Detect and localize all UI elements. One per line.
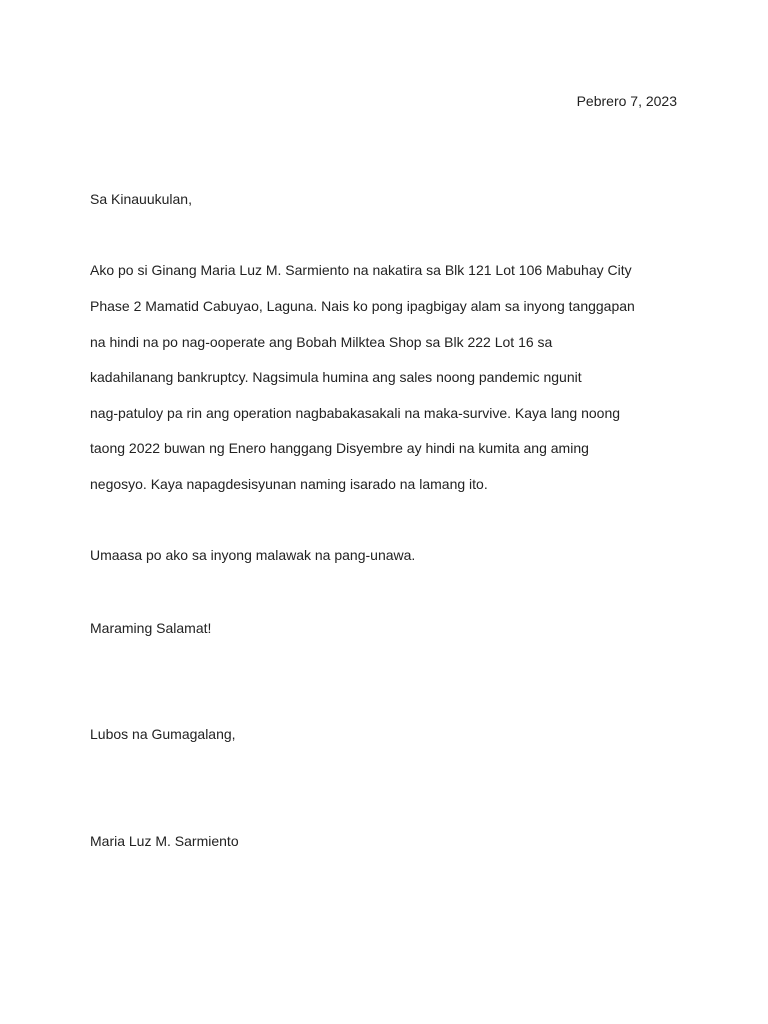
body-line-5: nag-patuloy pa rin ang operation nagbabakasakali na maka-survive. Kaya lang noong: [90, 405, 621, 421]
body-line-6: taong 2022 buwan ng Enero hanggang Disyembre ay hindi na kumita ang aming: [90, 440, 589, 456]
body-line-7: negosyo. Kaya napagdesisyunan naming isarado na lamang ito.: [90, 476, 488, 492]
salutation: Sa Kinauukulan,: [90, 191, 192, 207]
closing-line: Lubos na Gumagalang,: [90, 726, 236, 742]
body-line-2: Phase 2 Mamatid Cabuyao, Laguna. Nais ko pong ipagbigay alam sa inyong tanggapan: [90, 298, 635, 314]
body-line-3: na hindi na po nag-ooperate ang Bobah Milktea Shop sa Blk 222 Lot 16 sa: [90, 334, 553, 350]
signature-name: Maria Luz M. Sarmiento: [90, 833, 239, 849]
body-line-1: Ako po si Ginang Maria Luz M. Sarmiento na nakatira sa Blk 121 Lot 106 Mabuhay City: [90, 262, 632, 278]
letter-date: Pebrero 7, 2023: [576, 93, 677, 109]
hope-line: Umaasa po ako sa inyong malawak na pang-unawa.: [90, 547, 416, 563]
body-line-4: kadahilanang bankruptcy. Nagsimula humina ang sales noong pandemic ngunit: [90, 369, 582, 385]
thanks-line: Maraming Salamat!: [90, 620, 212, 636]
